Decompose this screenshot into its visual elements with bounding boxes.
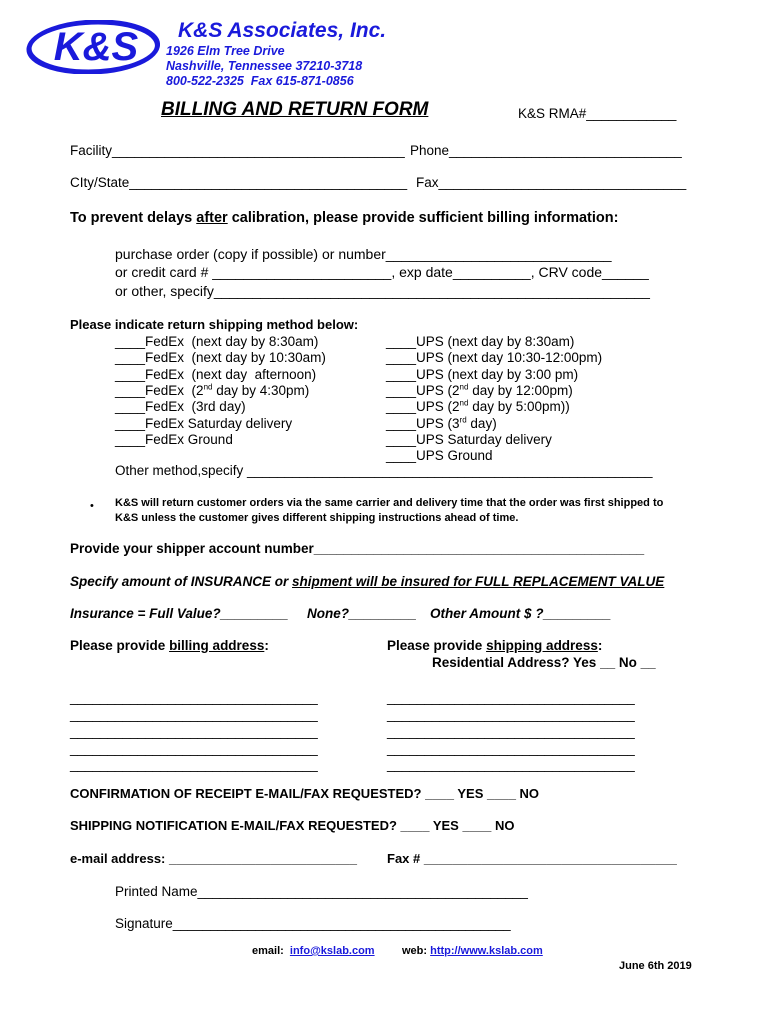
fedex-option-label: ____FedEx Ground [115, 431, 233, 447]
ups-option-label-end: day) [466, 415, 497, 431]
ups-option-label: ____UPS (2 [386, 399, 460, 415]
fedex-option[interactable] [115, 334, 318, 349]
fedex-option[interactable] [115, 350, 326, 365]
shipping-address-label-emphasis: shipping address [486, 638, 598, 653]
insurance-instruction-start: Specify amount of INSURANCE or [70, 574, 293, 589]
fedex-option-label: ____FedEx (3rd day) [115, 399, 246, 415]
shipping-address-line-4[interactable]: _________________________________ [387, 741, 635, 756]
ups-option[interactable] [386, 416, 497, 431]
ups-option-label-end: day by 5:00pm)) [468, 399, 570, 415]
billing-instruction [70, 210, 618, 226]
billing-instruction-emphasis: after [196, 210, 228, 226]
ups-option[interactable] [386, 367, 578, 382]
ups-option-ordinal: rd [459, 415, 467, 424]
footer-web-label: web: [402, 945, 431, 957]
shipping-address-line-5[interactable]: _________________________________ [387, 757, 635, 772]
fedex-option[interactable] [115, 367, 316, 382]
ups-option-label: ____UPS (next day by 3:00 pm) [386, 366, 579, 382]
ups-option-ordinal: nd [459, 398, 469, 408]
residential-address-question[interactable]: Residential Address? Yes __ No __ [432, 655, 656, 670]
signature-field[interactable]: Signature_____________________________________________ [115, 916, 511, 931]
insurance-instruction-emphasis: shipment will be insured for FULL REPLACEMENT VALUE [292, 574, 665, 589]
purchase-order-field[interactable]: purchase order (copy if possible) or number_____________________________ [115, 246, 612, 262]
insurance-instruction [70, 574, 664, 589]
email-address-field[interactable]: e-mail address: __________________________ [70, 851, 357, 866]
billing-address-label [70, 638, 269, 653]
ups-option[interactable] [386, 448, 493, 463]
shipping-address-line-2[interactable]: _________________________________ [387, 707, 635, 722]
fedex-option[interactable] [115, 383, 309, 398]
fedex-option-label: ____FedEx (next day afternoon) [115, 366, 317, 382]
shipping-notification-question[interactable]: SHIPPING NOTIFICATION E-MAIL/FAX REQUESTED? ____ YES ____ NO [70, 818, 515, 833]
billing-address-line-1[interactable]: _________________________________ [70, 690, 318, 705]
ups-option-label: ____UPS (3 [386, 415, 460, 431]
fedex-option[interactable] [115, 399, 246, 414]
ups-option[interactable] [386, 350, 602, 365]
billing-address-line-3[interactable]: _________________________________ [70, 724, 318, 739]
ups-option[interactable] [386, 334, 574, 349]
shipping-address-label [387, 638, 602, 653]
shipping-note-line2: K&S unless the customer gives different shipping instructions ahead of time. [115, 512, 519, 524]
billing-address-line-2[interactable]: _________________________________ [70, 707, 318, 722]
fedex-option[interactable] [115, 416, 292, 431]
receipt-confirmation-question[interactable]: CONFIRMATION OF RECEIPT E-MAIL/FAX REQUESTED? ____ YES ____ NO [70, 786, 540, 801]
shipping-address-line-1[interactable]: _________________________________ [387, 690, 635, 705]
company-phone-fax: 800-522-2325 Fax 615-871-0856 [166, 74, 354, 88]
insurance-other-amount-field[interactable]: Other Amount $ ?_________ [430, 606, 612, 621]
credit-card-field[interactable]: or credit card # _______________________, exp date__________, CRV code______ [115, 264, 649, 280]
insurance-none-field[interactable]: None?_________ [307, 606, 417, 621]
phone-field[interactable]: Phone_______________________________ [410, 143, 682, 158]
ups-option[interactable] [386, 432, 552, 447]
logo-text: K&S [53, 25, 139, 69]
billing-instruction-end: calibration, please provide sufficient billing information: [227, 210, 619, 226]
other-payment-field[interactable]: or other, specify________________________________________________________ [115, 283, 650, 299]
confirmation-fax-field[interactable]: Fax # ___________________________________ [387, 851, 677, 866]
shipper-account-field[interactable]: Provide your shipper account number____________________________________________ [70, 541, 645, 556]
billing-address-line-5[interactable]: _________________________________ [70, 757, 318, 772]
shipping-note-line1: K&S will return customer orders via the same carrier and delivery time that the order was first shipped to [115, 497, 664, 509]
ups-option-ordinal: nd [459, 382, 469, 392]
city-state-field[interactable]: CIty/State_____________________________________ [70, 175, 408, 190]
company-address-street: 1926 Elm Tree Drive [166, 44, 285, 58]
ks-logo-icon [26, 20, 160, 74]
other-method-field[interactable]: Other method,specify ______________________________________________________ [115, 463, 653, 478]
billing-instruction-start: To prevent delays [70, 210, 197, 226]
fedex-option-label: ____FedEx (2 [115, 382, 204, 398]
note-bullet: • [90, 500, 94, 512]
shipping-address-line-3[interactable]: _________________________________ [387, 724, 635, 739]
facility-field[interactable]: Facility_______________________________________ [70, 143, 405, 158]
insurance-full-value-field[interactable]: Insurance = Full Value?_________ [70, 606, 289, 621]
footer-web [402, 945, 543, 957]
ups-option-label: ____UPS Ground [386, 448, 493, 464]
fedex-option-ordinal: nd [203, 382, 213, 392]
ups-option-label: ____UPS (2 [386, 382, 460, 398]
ups-option-label: ____UPS (next day by 8:30am) [386, 334, 575, 349]
footer-email [252, 945, 375, 957]
fedex-option-label-end: day by 4:30pm) [212, 382, 310, 398]
fedex-option[interactable] [115, 432, 233, 447]
ups-option[interactable] [386, 383, 573, 398]
fax-field[interactable]: Fax_________________________________ [416, 175, 687, 190]
ups-option-label: ____UPS Saturday delivery [386, 431, 552, 447]
shipping-heading: Please indicate return shipping method below: [70, 317, 359, 332]
company-name: K&S Associates, Inc. [178, 19, 387, 42]
shipping-address-label-start: Please provide [387, 638, 487, 653]
ups-option[interactable] [386, 399, 570, 414]
ups-option-label-end: day by 12:00pm) [468, 382, 573, 398]
rma-field[interactable]: K&S RMA#____________ [518, 106, 677, 121]
shipping-address-label-end: : [597, 638, 603, 653]
form-date: June 6th 2019 [619, 960, 692, 972]
web-link[interactable]: http://www.kslab.com [430, 945, 543, 957]
fedex-option-label: ____FedEx Saturday delivery [115, 415, 293, 431]
billing-address-label-start: Please provide [70, 638, 170, 653]
billing-address-line-4[interactable]: _________________________________ [70, 741, 318, 756]
ups-option-label: ____UPS (next day 10:30-12:00pm) [386, 350, 603, 366]
fedex-option-label: ____FedEx (next day by 10:30am) [115, 350, 326, 366]
fedex-option-label: ____FedEx (next day by 8:30am) [115, 334, 319, 349]
email-link[interactable]: info@kslab.com [289, 945, 375, 957]
billing-address-label-emphasis: billing address [169, 638, 265, 653]
company-logo [26, 20, 160, 74]
form-title: BILLING AND RETURN FORM [161, 99, 429, 120]
company-address-city: Nashville, Tennessee 37210-3718 [166, 59, 363, 73]
footer-email-label: email: [252, 945, 290, 957]
billing-address-label-end: : [264, 638, 269, 653]
printed-name-field[interactable]: Printed Name____________________________________________ [115, 884, 528, 899]
